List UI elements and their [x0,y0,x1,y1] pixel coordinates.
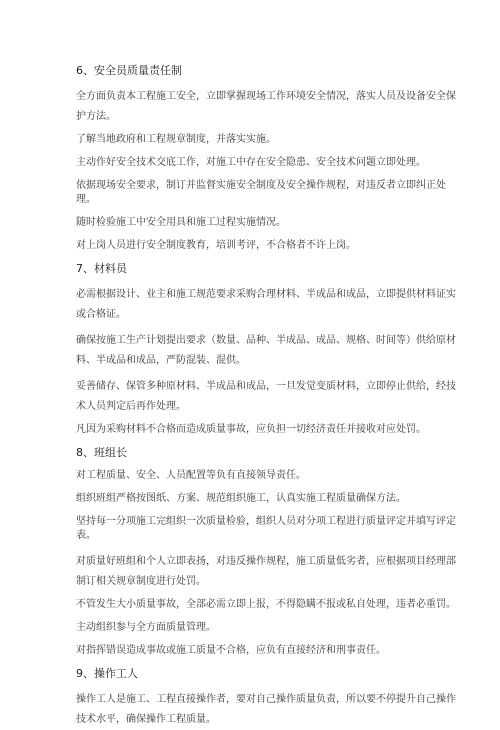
paragraph: 对工程质量、安全、人员配置等负有直接领导责任。 [76,470,306,481]
section-materials-officer [76,262,460,437]
paragraph: 了解当地政府和工程规章制度，并落实实施。 [76,134,276,145]
paragraph: 不管发生大小质量事故，全部必需立即上报，不得隐瞒不报或私自处理，违者必重罚。 [76,599,456,610]
paragraph: 随时检验施工中安全用具和施工过程实施情况。 [76,217,286,228]
paragraph: 全方面负责本工程施工安全，立即掌握现场工作环境安全情况，落实人员及设备安全保护方法。 [76,91,456,122]
paragraph: 对质量好班组和个人立即表扬，对违反操作规程，施工质量低劣者，应根据项目经理部制订相关规章制度进行处罚。 [76,556,456,587]
section-title: 9、操作工人 [76,667,138,680]
paragraph: 操作工人是施工、工程直接操作者，要对自己操作质量负责，所以要不停提升自己操作技术水平，确保操作工程质量。 [76,694,456,725]
paragraph: 妥善储存、保管多种原材料、半成品和成品，一旦发觉变质材料，立即停止供给，经技术人员判定后再作处理。 [76,381,456,412]
paragraph: 凡因为采购材料不合格而造成质量事故，应负担一切经济责任并接收对应处罚。 [76,424,426,435]
paragraph: 确保按施工生产计划提出要求（数量、品种、半成品、成品、规格、时间等）供给原材料、半成品和成品，严防混装、混供。 [76,335,456,366]
paragraph: 依据现场安全要求，制订并监督实施安全制度及安全操作规程，对违反者立即纠正处理。 [76,180,446,205]
section-title: 8、班组长 [76,446,127,459]
paragraph: 对上岗人员进行安全制度教育，培训考评，不合格者不许上岗。 [76,240,356,251]
paragraph: 组织班组严格按图纸、方案、规范组织施工，认真实施工程质量确保方法。 [76,493,406,504]
paragraph: 主动组织参与全方面质量管理。 [76,622,216,633]
section-operators [76,667,460,730]
section-title: 7、材料员 [76,262,127,275]
paragraph: 对指挥错误造成事故或施工质量不合格，应负有直接经济和刑事责任。 [76,645,386,656]
paragraph: 坚持每一分项施工完组织一次质量检验，组织人员对分项工程进行质量评定并填写评定表。 [76,516,456,541]
section-team-leader [76,446,460,658]
section-safety-officer [76,64,460,253]
section-title: 6、安全员质量责任制 [76,64,182,77]
paragraph: 必需根据设计、业主和施工规范要求采购合理材料、半成品和成品，立即提供材料证实或合格证。 [76,289,456,320]
paragraph: 主动作好安全技术交底工作，对施工中存在安全隐患、安全技术问题立即处理。 [76,157,426,168]
